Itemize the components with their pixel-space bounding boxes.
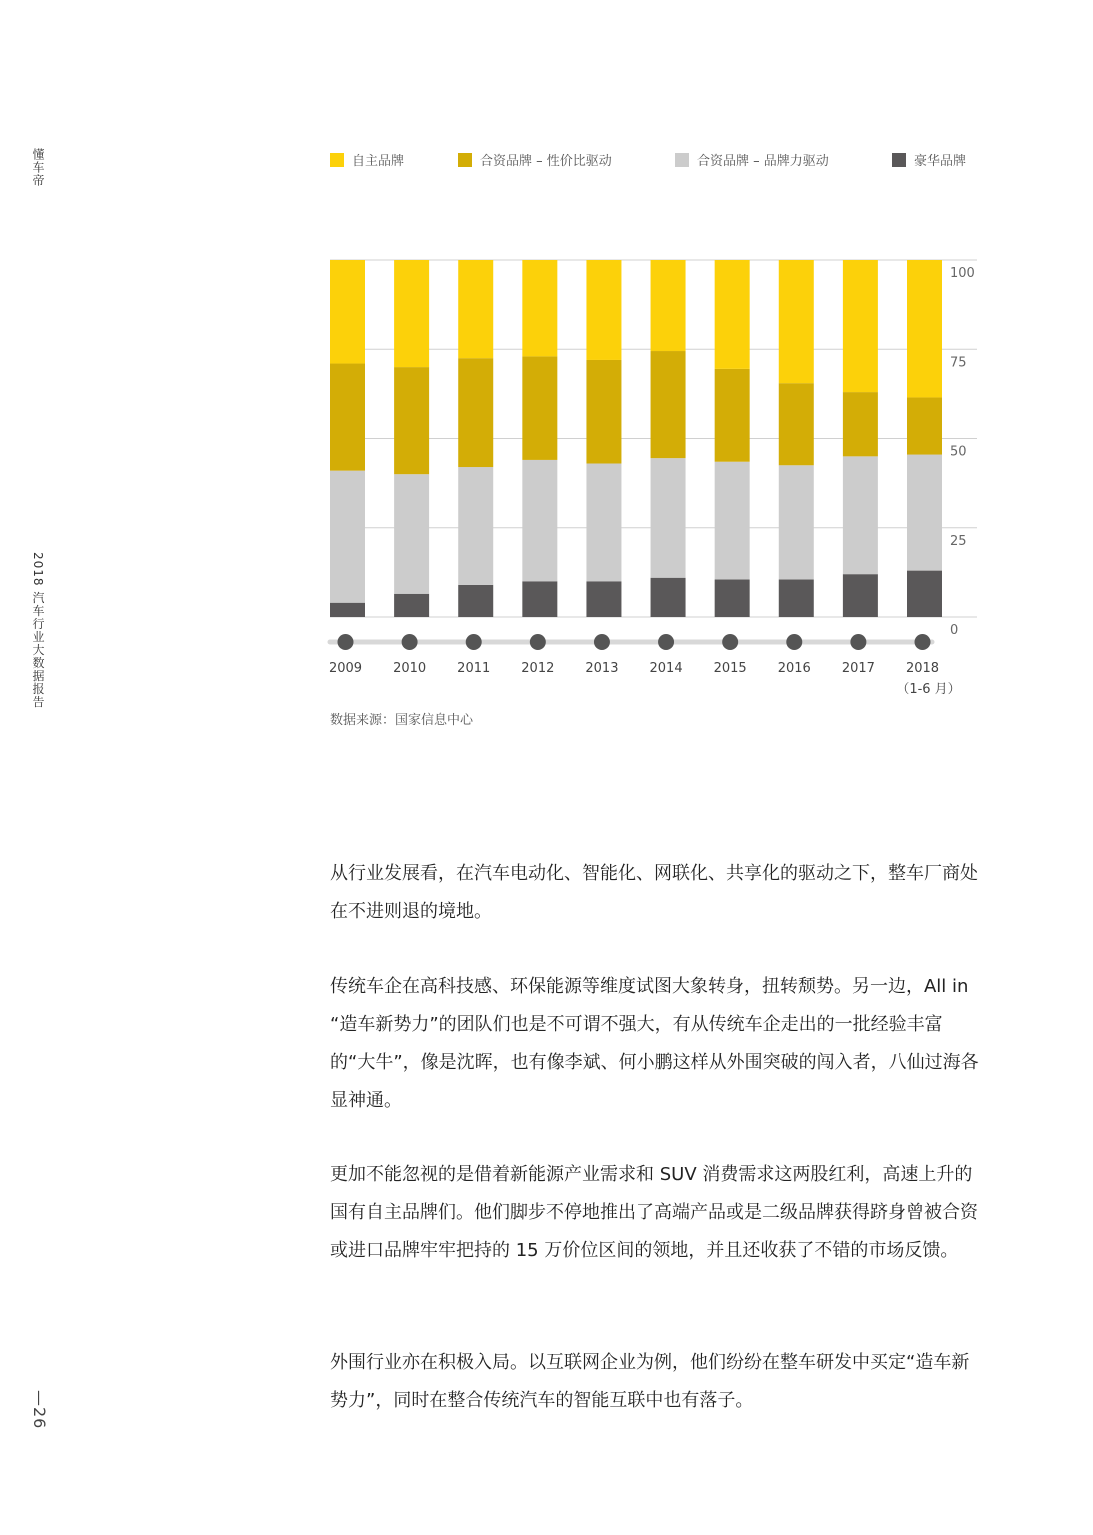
x-tick-label-2017: 2017 (841, 661, 875, 676)
bar-domestic-2013 (586, 260, 621, 360)
bar-jv-value-2015 (715, 369, 750, 462)
bar-jv-brand-2018 (907, 455, 942, 571)
bar-jv-value-2012 (522, 356, 557, 460)
report-title: 2018 汽车行业大数据报告 (31, 552, 45, 709)
bar-domestic-2018 (907, 260, 942, 397)
x-tick-label-2015: 2015 (713, 661, 747, 676)
legend-label-jv-brand: 合资品牌 – 品牌力驱动 (697, 154, 829, 169)
timeline-dot-2013 (594, 634, 610, 650)
bar-jv-brand-2009 (330, 471, 365, 603)
paragraph-1: 从行业发展看，在汽车电动化、智能化、网联化、共享化的驱动之下，整车厂商处在不进则退的境地。 (330, 863, 978, 922)
bar-domestic-2009 (330, 260, 365, 364)
bar-luxury-2009 (330, 603, 365, 617)
bar-jv-value-2014 (651, 351, 686, 458)
bar-luxury-2017 (843, 574, 878, 617)
bar-luxury-2014 (651, 578, 686, 617)
paragraph-4: 外围行业亦在积极入局。以互联网企业为例，他们纷纷在整车研发中买定“造车新势力”，同时在整合传统汽车的智能互联中也有落子。 (330, 1352, 970, 1411)
bar-jv-brand-2013 (586, 463, 621, 581)
bar-jv-value-2010 (394, 367, 429, 474)
x-tick-note: （1-6 月） (896, 682, 961, 697)
x-tick-label-2018: 2018 (905, 661, 940, 676)
y-tick-label-0: 0 (950, 623, 959, 638)
y-tick-label-50: 50 (950, 444, 967, 460)
bar-jv-brand-2017 (843, 456, 878, 574)
x-tick-label-2016: 2016 (777, 661, 811, 676)
brand-label: 懂车帝 (31, 148, 45, 187)
bar-luxury-2016 (779, 580, 814, 617)
data-source: 数据来源：国家信息中心 (330, 713, 474, 728)
bar-luxury-2011 (458, 585, 493, 617)
bar-domestic-2012 (522, 260, 557, 356)
page-number: —26 (30, 1390, 49, 1430)
x-tick-label-2014: 2014 (649, 661, 683, 676)
y-tick-label-100: 100 (950, 266, 975, 281)
bar-luxury-2010 (394, 594, 429, 617)
paragraph-2: 传统车企在高科技感、环保能源等维度试图大象转身，扭转颓势。另一边，All in “造车新势力”的团队们也是不可谓不强大，有从传统车企走出的一批经验丰富的“大牛”，像是沈晖，也有像李斌、何小鹏这样从外围突破的闯入者，八仙过海各显神通。 (330, 976, 979, 1111)
bar-jv-brand-2016 (779, 465, 814, 579)
bar-luxury-2015 (715, 580, 750, 617)
paragraph-3: 更加不能忽视的是借着新能源产业需求和 SUV 消费需求这两股红利，高速上升的国有自主品牌们。他们脚步不停地推出了高端产品或是二级品牌获得跻身曾被合资或进口品牌牢牢把持的 15 万价位区间的领地，并且还收获了不错的市场反馈。 (330, 1164, 978, 1261)
legend-label-domestic: 自主品牌 (352, 154, 405, 169)
bar-jv-value-2011 (458, 358, 493, 467)
y-tick-label-75: 75 (950, 355, 967, 371)
bar-domestic-2015 (715, 260, 750, 369)
timeline-dot-2011 (466, 634, 482, 650)
timeline-dot-2017 (850, 634, 866, 650)
bar-luxury-2018 (907, 571, 942, 617)
bar-jv-brand-2014 (651, 458, 686, 578)
bar-jv-brand-2010 (394, 474, 429, 594)
timeline-dot-2016 (786, 634, 802, 650)
bar-luxury-2013 (586, 581, 621, 617)
y-tick-label-25: 25 (950, 533, 967, 549)
bar-domestic-2016 (779, 260, 814, 383)
timeline-dot-2010 (402, 634, 418, 650)
bar-jv-value-2017 (843, 392, 878, 456)
bar-jv-brand-2015 (715, 462, 750, 580)
bar-jv-value-2016 (779, 383, 814, 465)
bar-domestic-2011 (458, 260, 493, 358)
timeline-dot-2012 (530, 634, 546, 650)
timeline-dot-2018 (915, 634, 931, 650)
bar-jv-brand-2012 (522, 460, 557, 581)
bar-jv-value-2018 (907, 397, 942, 454)
timeline-dot-2009 (338, 634, 354, 650)
stacked-bar-chart (0, 0, 1093, 720)
timeline-dot-2015 (722, 634, 738, 650)
x-tick-label-2013: 2013 (585, 661, 619, 676)
bar-jv-value-2013 (586, 360, 621, 464)
bar-jv-brand-2011 (458, 467, 493, 585)
bar-jv-value-2009 (330, 364, 365, 471)
legend-label-luxury: 豪华品牌 (914, 154, 967, 169)
bar-domestic-2010 (394, 260, 429, 367)
bar-domestic-2017 (843, 260, 878, 392)
bar-domestic-2014 (651, 260, 686, 351)
legend-label-jv-value: 合资品牌 – 性价比驱动 (480, 154, 612, 169)
x-tick-label-2012: 2012 (521, 661, 555, 676)
timeline-dot-2014 (658, 634, 674, 650)
x-tick-label-2009: 2009 (328, 661, 363, 676)
x-tick-label-2011: 2011 (457, 661, 491, 676)
bar-luxury-2012 (522, 581, 557, 617)
x-tick-label-2010: 2010 (393, 661, 427, 676)
